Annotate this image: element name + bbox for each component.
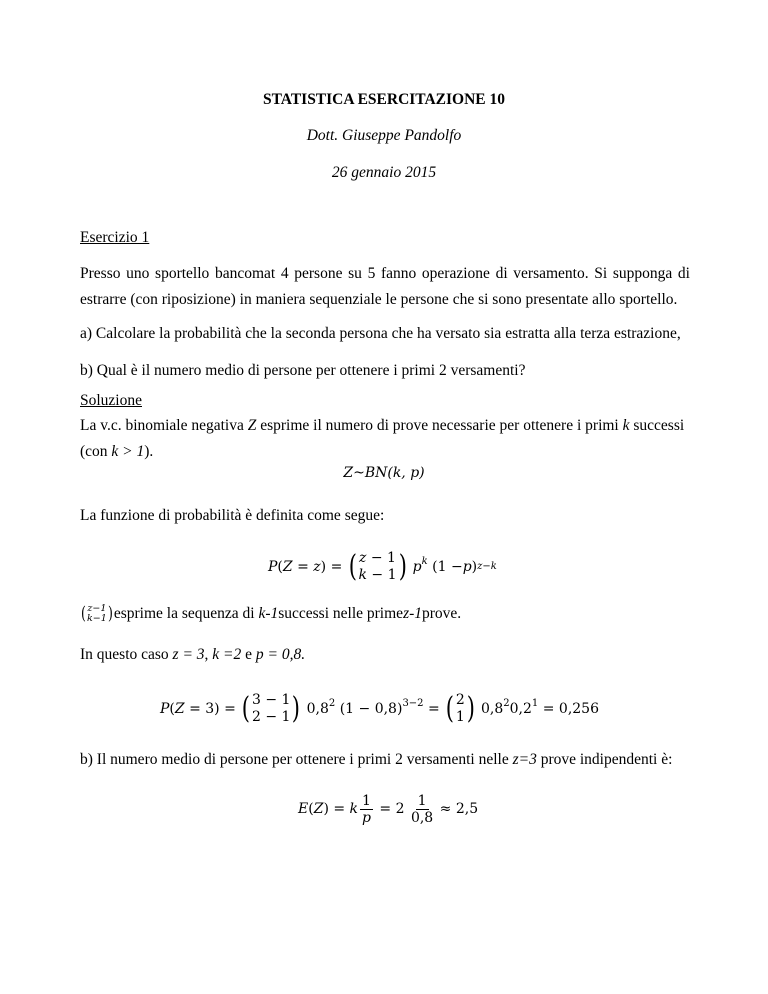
solution-heading: Soluzione — [80, 392, 142, 409]
result-value: 0,256 — [558, 701, 600, 717]
formula-computation: P ( Z = 3) = ( 3 − 1 2 − 1 ) $0,8^2$ $(1 - 0,8)^{3-2}$ = ( 2 1 ) $0,8^20,2^1$ = 0,256 — [160, 691, 600, 726]
mean-question: b) Il numero medio di persone per ottenere i primi 2 versamenti nelle z=3 prove indipendenti è: — [80, 751, 673, 768]
author: Dott. Giuseppe Pandolfo — [306, 127, 462, 144]
solution-line-1-text: La v.c. binomiale negativa Z esprime il numero di prove necessarie per ottenere i primi k successi — [80, 417, 685, 434]
exercise-heading: Esercizio 1 — [80, 229, 150, 246]
binomial-description: ( z−1 k−1 ) esprime la sequenza di k-1 successi nelle prime z-1 prove. — [81, 603, 462, 624]
exercise-intro-line-2: estrarre (con riposizione) in maniera sequenziale le persone che si sono presentate allo sportello. — [80, 291, 678, 308]
solution-line-2: (con k > 1). — [80, 443, 154, 460]
question-a: a) Calcolare la probabilità che la seconda persona che ha versato sia estratta alla terza estrazione, — [80, 325, 681, 342]
binomial-coefficient: ( z − 1 k − 1 ) — [348, 549, 407, 584]
pmf-intro: La funzione di probabilità è definita come segue: — [80, 507, 385, 524]
date: 26 gennaio 2015 — [331, 164, 437, 181]
question-b: b) Qual è il numero medio di persone per ottenere i primi 2 versamenti? — [80, 362, 526, 379]
document-title: STATISTICA ESERCITAZIONE 10 — [262, 91, 506, 108]
solution-line-1 — [80, 416, 690, 436]
case-values: In questo caso z = 3, k =2 e p = 0,8. — [80, 646, 306, 663]
formula-mean: E ( Z ) = k $\frac{1}{p}$ = 2 $\frac{1}{0,8}$ ≈ 2,5 — [298, 792, 479, 826]
exercise-intro-line-1: Presso uno sportello bancomat 4 persone su 5 fanno operazione di versamento. Si supponga di — [80, 265, 690, 282]
formula-pmf: P ( Z = z ) = ( z − 1 k − 1 ) $p^k$ (1 − p ) z−k — [268, 549, 497, 584]
small-binomial: ( z−1 k−1 ) — [81, 603, 113, 624]
formula-distribution: Z~BN(k, p) — [343, 465, 425, 481]
mean-value: 2,5 — [455, 801, 479, 817]
